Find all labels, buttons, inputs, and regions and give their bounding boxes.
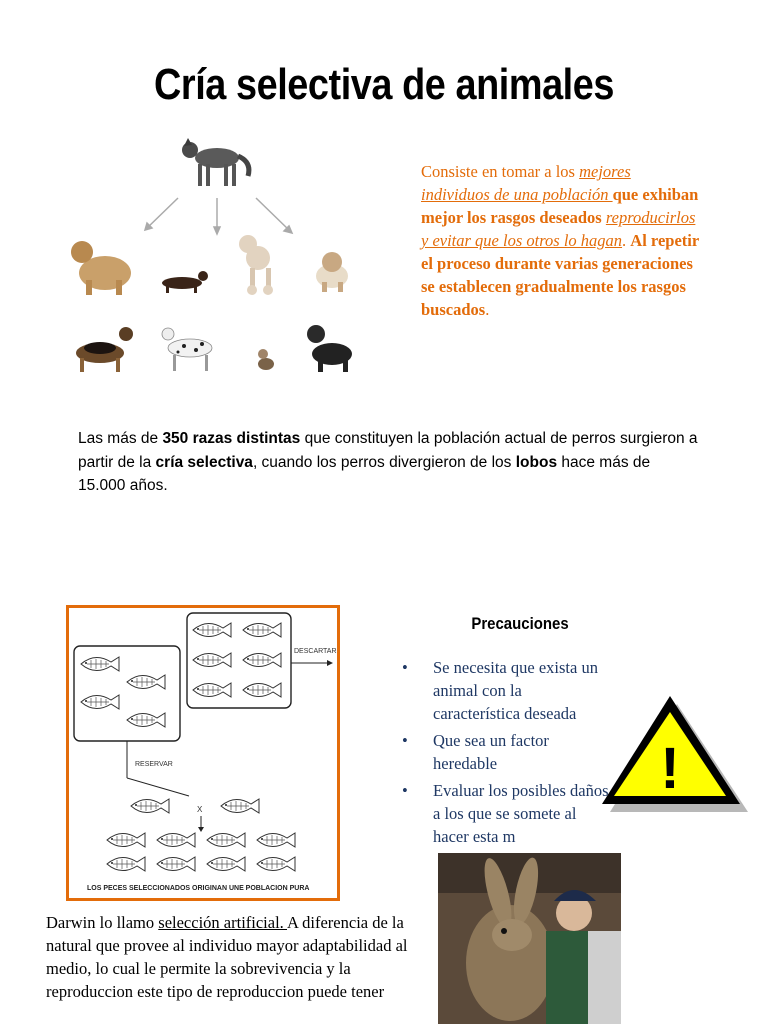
fish-diagram-caption: LOS PECES SELECCIONADOS ORIGINAN UNE POBLACION PURA <box>87 885 310 892</box>
dog-breeds-illustration <box>60 128 380 378</box>
dalmatian-image <box>162 328 212 371</box>
darwin-paragraph: Darwin lo llamo selección artificial. A diferencia de la natural que provee al individuo mayor adaptabilidad al medio, lo cual le permite la sobrevivencia y la reproduccion este tipo de reproduccion puede tener <box>46 913 408 1001</box>
german-shepherd-image <box>76 327 133 372</box>
dachshund-image <box>162 271 208 293</box>
page-title: Cría selectiva de animales <box>154 60 614 109</box>
intro-paragraph: Las más de 350 razas distintas que constituyen la población actual de perros surgieron a partir de la cría selectiva, cuando los perros divergieron de los lobos hace más de 15.000 años. <box>78 430 698 494</box>
cross-label: X <box>197 805 203 814</box>
list-item: • Evaluar los posibles daños a los que se somete al hacer esta m <box>402 781 609 846</box>
warning-sign-icon <box>600 692 750 814</box>
list-item: • Se necesita que exista un animal con la característica deseada <box>402 658 598 723</box>
discard-label: DESCARTAR <box>294 648 337 655</box>
precautions-title: Precauciones <box>471 614 569 633</box>
definition-paragraph: Consiste en tomar a los mejores individuos de una población que exhiban mejor los rasgos deseados reproducirlos y evitar que los otros lo hagan. Al repetir el proceso durante varias generaciones se establecen gradualmente los rasgos buscados. <box>421 162 699 319</box>
reserve-label: RESERVAR <box>135 761 173 768</box>
rabbit-photo <box>438 853 621 1024</box>
fish-selection-diagram <box>66 605 340 901</box>
branch-arrows <box>145 198 292 234</box>
briard-dog-image <box>71 241 131 295</box>
precautions-list <box>402 656 612 852</box>
poodle-image <box>239 235 273 295</box>
yorkshire-terrier-image <box>258 349 274 370</box>
kerry-blue-terrier-image <box>307 325 352 372</box>
list-item: • Que sea un factor heredable <box>402 731 549 773</box>
wolf-image <box>182 138 249 186</box>
bulldog-image <box>316 252 348 292</box>
exclamation-mark: ! <box>660 736 680 801</box>
